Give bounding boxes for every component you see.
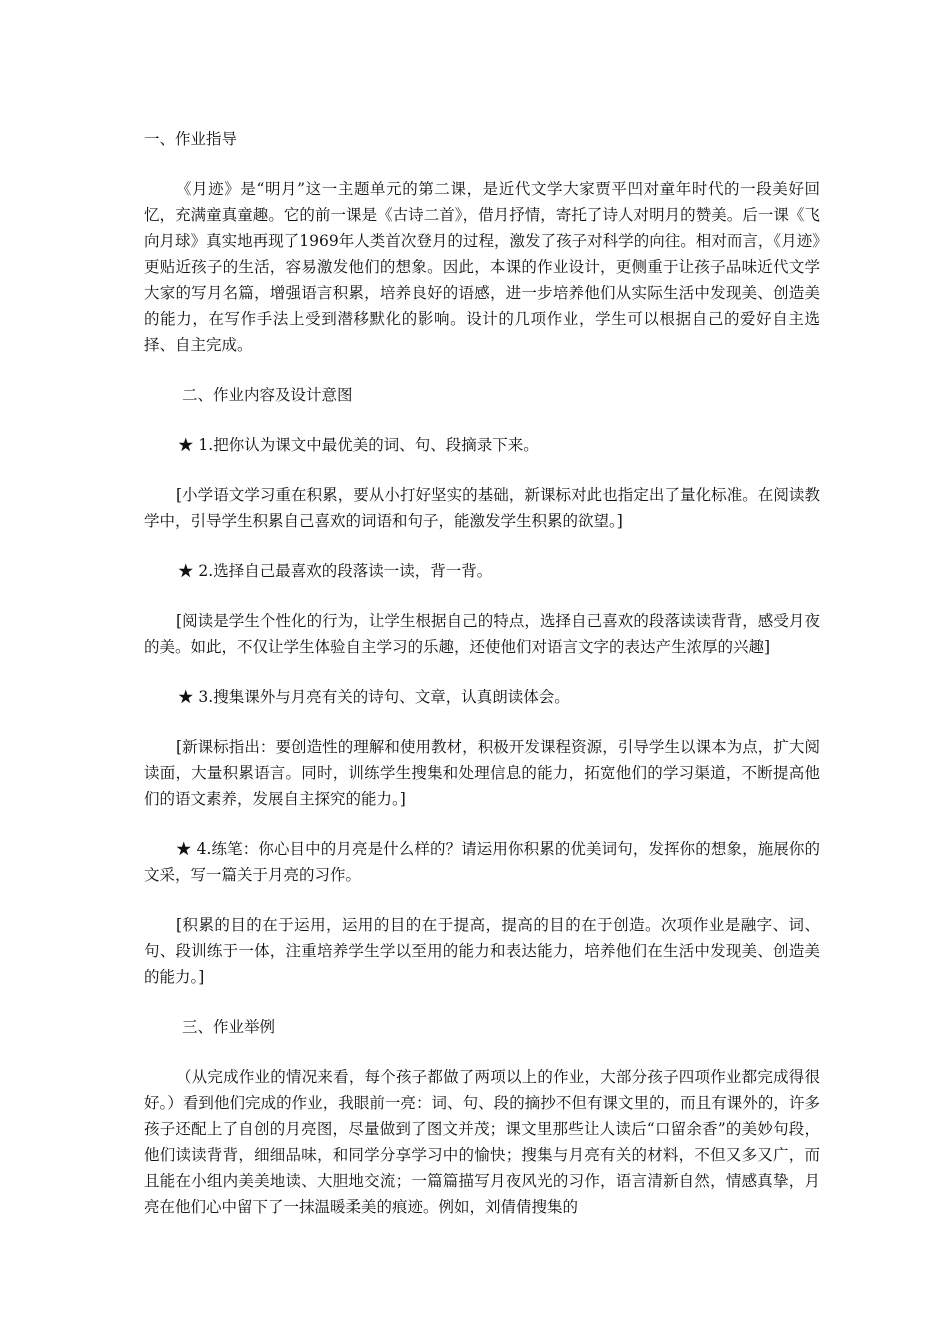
- section-1-paragraph: 《月迹》是“明月”这一主题单元的第二课，是近代文学大家贾平凹对童年时代的一段美好回忆，充满童真童趣。它的前一课是《古诗二首》，借月抒情，寄托了诗人对明月的赞美。后一课《飞向月球》真实地再现了1969年人类首次登月的过程，激发了孩子对科学的向往。相对而言，《月迹》更贴近孩子的生活，容易激发他们的想象。因此，本课的作业设计，更侧重于让孩子品味近代文学大家的写月名篇，增强语言积累，培养良好的语感，进一步培养他们从实际生活中发现美、创造美的能力，在写作手法上受到潜移默化的影响。设计的几项作业，学生可以根据自己的爱好自主选择、自主完成。: [144, 180, 820, 354]
- task-item-2: ★ 2.选择自己最喜欢的段落读一读，背一背。: [178, 562, 493, 580]
- section-3-paragraph: （从完成作业的情况来看，每个孩子都做了两项以上的作业，大部分孩子四项作业都完成得很好。）看到他们完成的作业，我眼前一亮：词、句、段的摘抄不但有课文里的，而且有课外的，许多孩子还配上了自创的月亮图，尽量做到了图文并茂；课文里那些让人读后“口留余香”的美妙句段，他们读读背背，细细品味，和同学分享学习中的愉快；搜集与月亮有关的材料，不但又多又广，而且能在小组内美美地读、大胆地交流；一篇篇描写月夜风光的习作，语言清新自然，情感真挚，月亮在他们心中留下了一抹温暖柔美的痕迹。例如，刘倩倩搜集的: [144, 1068, 820, 1216]
- task-item-1: ★ 1.把你认为课文中最优美的词、句、段摘录下来。: [178, 436, 539, 454]
- task-note-3: [新课标指出：要创造性的理解和使用教材，积极开发课程资源，引导学生以课本为点，扩大阅读面，大量积累语言。同时，训练学生搜集和处理信息的能力，拓宽他们的学习渠道，不断提高他们的语文素养，发展自主探究的能力。]: [144, 738, 820, 808]
- section-3-heading: 三、作业举例: [182, 1018, 276, 1036]
- task-note-2: [阅读是学生个性化的行为，让学生根据自己的特点，选择自己喜欢的段落读读背背，感受月夜的美。如此，不仅让学生体验自主学习的乐趣，还使他们对语言文字的表达产生浓厚的兴趣]: [144, 612, 820, 656]
- task-note-1: [小学语文学习重在积累，要从小打好坚实的基础，新课标对此也指定出了量化标准。在阅读教学中，引导学生积累自己喜欢的词语和句子，能激发学生积累的欲望。]: [144, 486, 820, 530]
- document-page: [144, 126, 820, 1220]
- task-note-4: [积累的目的在于运用，运用的目的在于提高，提高的目的在于创造。次项作业是融字、词、句、段训练于一体，注重培养学生学以至用的能力和表达能力，培养他们在生活中发现美、创造美的能力。]: [144, 916, 820, 986]
- section-1-heading: 一、作业指导: [144, 130, 238, 148]
- task-item-3: ★ 3.搜集课外与月亮有关的诗句、文章，认真朗读体会。: [178, 688, 570, 706]
- section-2-heading: 二、作业内容及设计意图: [182, 386, 353, 404]
- task-item-4: ★ 4.练笔：你心目中的月亮是什么样的？请运用你积累的优美词句，发挥你的想象，施展你的文采，写一篇关于月亮的习作。: [144, 840, 820, 884]
